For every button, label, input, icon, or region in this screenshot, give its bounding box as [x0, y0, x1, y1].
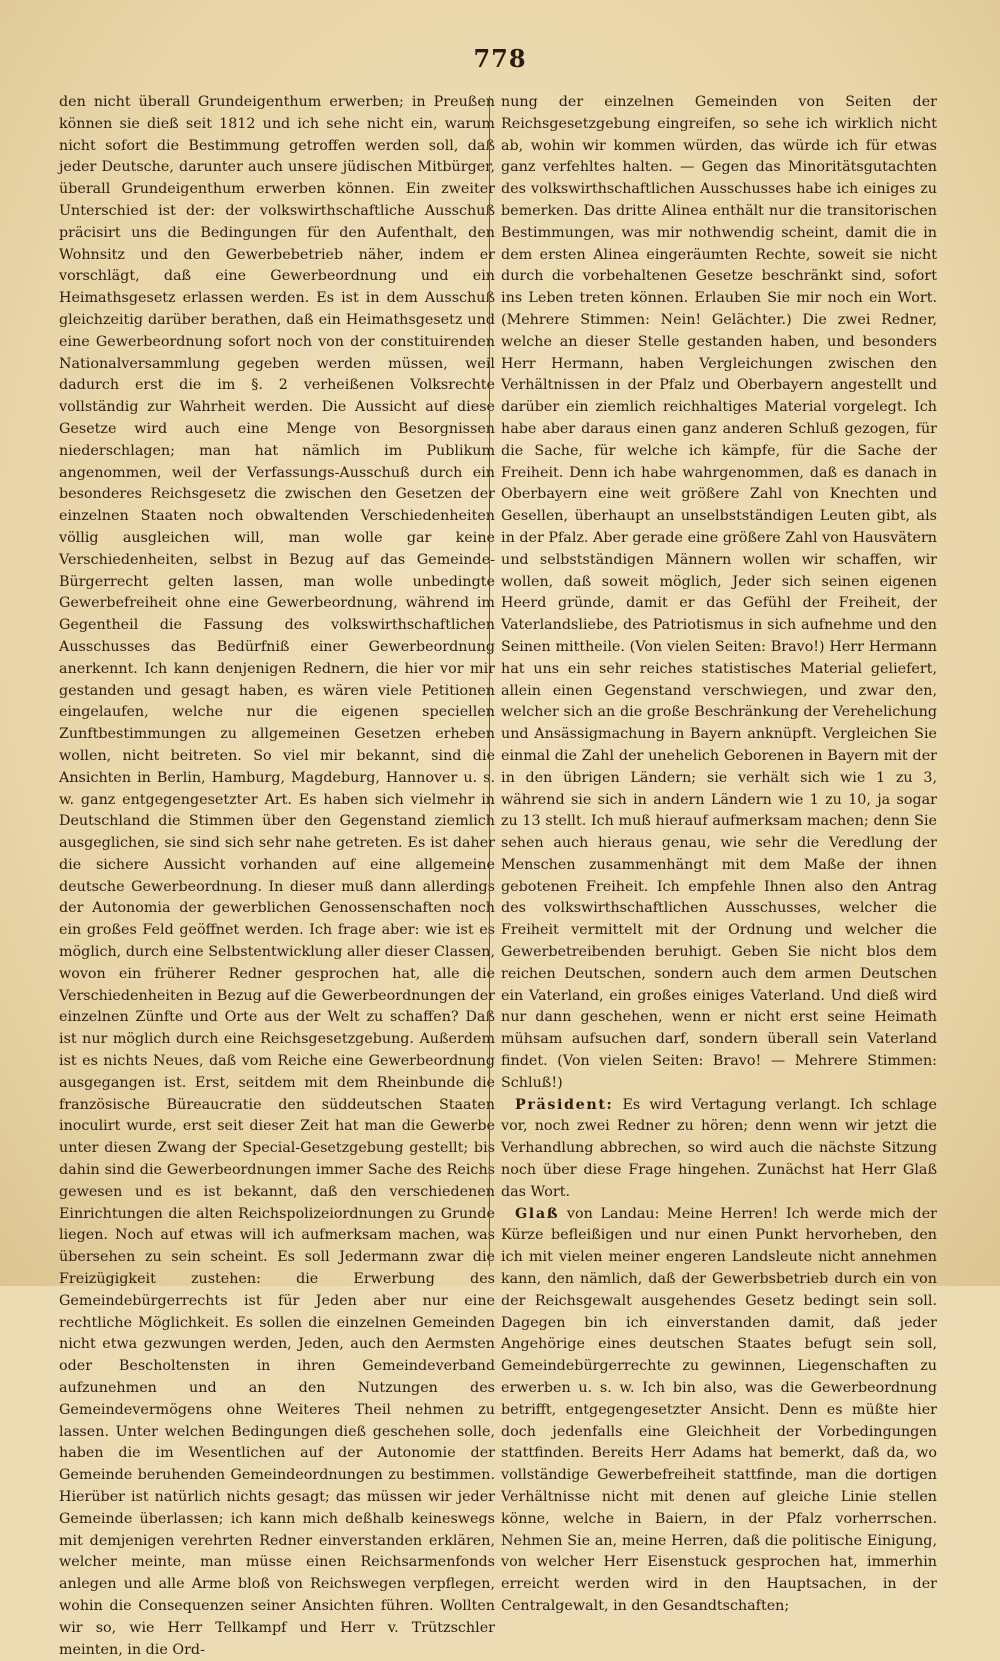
paragraph-text: Es wird Vertagung verlangt. Ich schlage vor, noch zwei Redner zu hören; denn wenn wir jetzt die Verhandlung abbrechen, so wird auch die nächste Sitzung noch über diese Frage hingehen. Zunächst hat Herr Glaß das Wort.	[501, 1096, 937, 1200]
page-number: 778	[473, 44, 527, 73]
right-paragraph-glass	[501, 1204, 937, 1618]
left-paragraph: den nicht überall Grundeigenthum erwerben; in Preußen können sie dieß seit 1812 und ich sehe nicht ein, warum nicht sofort die Bestimmung getroffen werden soll, daß jeder Deutsche, darunter auch unsere jüdischen Mitbürger, überall Grundeigenthum erwerben können. Ein zweiter Unterschied ist der: der volkswirthschaftliche Ausschuß präcisirt uns die Bedingungen für den Aufenthalt, den Wohnsitz und den Gewerbebetrieb näher, indem er vorschlägt, daß eine Gewerbeordnung und ein Heimathsgesetz erlassen werden. Es ist in dem Ausschuß gleichzeitig darüber berathen, daß ein Heimathsgesetz und eine Gewerbeordnung sofort noch von der constituirenden Nationalversammlung gegeben werden müssen, weil dadurch erst die im §. 2 verheißenen Volksrechte vollständig zur Wahrheit werden. Die Aussicht auf diese Gesetze wird auch eine Menge von Besorgnissen niederschlagen; man hat nämlich im Publikum angenommen, weil der Verfassungs-Ausschuß durch ein besonderes Reichsgesetz die zwischen den Gesetzen der einzelnen Staaten noch obwaltenden Verschiedenheiten völlig ausgleichen will, man wolle gar keine Verschiedenheiten, selbst in Bezug auf das Gemeinde-Bürgerrecht gelten lassen, man wolle unbedingte Gewerbefreiheit ohne eine Gewerbeordnung, während im Gegentheil die Fassung des volkswirthschaftlichen Ausschusses das Bedürfniß einer Gewerbeordnung anerkennt. Ich kann denjenigen Rednern, die hier vor mir gestanden und gesagt haben, es wären viele Petitionen eingelaufen, welche nur die eigenen speciellen Zunftbestimmungen zu allgemeinen Gesetzen erheben wollen, nicht beitreten. So viel mir bekannt, sind die Ansichten in Berlin, Hamburg, Magdeburg, Hannover u. s. w. ganz entgegengesetzter Art. Es haben sich vielmehr in Deutschland die Stimmen über den Gegenstand ziemlich ausgeglichen, sie sind sich sehr nahe getreten. Es ist daher die sichere Aussicht vorhanden auf eine allgemeine deutsche Gewerbeordnung. In dieser muß dann allerdings der Autonomia der gewerblichen Genossenschaften noch ein großes Feld geöffnet werden. Ich frage aber: wie ist es möglich, durch eine Selbstentwicklung aller dieser Classen, wovon ein früherer Redner gesprochen hat, alle die Verschiedenheiten in Bezug auf die Gewerbeordnungen der einzelnen Zünfte und Orte aus der Welt zu schaffen? Daß ist nur möglich durch eine Reichsgesetzgebung. Außerdem ist es nichts Neues, daß vom Reiche eine Gewerbeordnung ausgegangen ist. Erst, seitdem mit dem Rheinbunde die französische Büreaucratie den süddeutschen Staaten inoculirt wurde, erst seit dieser Zeit hat man die Gewerbe unter diesen Zwang der Special-Gesetzgebung gestellt; bis dahin sind die Gewerbeordnungen immer Sache des Reichs gewesen und es ist bekannt, daß den verschiedenen Einrichtungen die alten Reichspolizeiordnungen zu Grunde liegen. Noch auf etwas will ich aufmerksam machen, was übersehen zu sein scheint. Es soll Jedermann zwar die Freizügigkeit zustehen: die Erwerbung des Gemeindebürgerrechts ist für Jeden aber nur eine rechtliche Möglichkeit. Es sollen die einzelnen Gemeinden nicht etwa gezwungen werden, Jeden, auch den Aermsten oder Bescholtensten in ihren Gemeindeverband aufzunehmen und an den Nutzungen des Gemeindevermögens ohne Weiteres Theil nehmen zu lassen. Unter welchen Bedingungen dieß geschehen solle, haben die im Wesentlichen auf der Autonomie der Gemeinde beruhenden Gemeindeordnungen zu bestimmen. Hierüber ist natürlich nichts gesagt; das müssen wir jeder Gemeinde überlassen; ich kann mich deßhalb keineswegs mit demjenigen verehrten Redner einverstanden erklären, welcher meinte, man müsse einen Reichsarmenfonds anlegen und alle Arme bloß von Reichswegen verpflegen, wohin die Consequenzen seiner Ansichten führen. Wollten wir so, wie Herr Tellkampf und Herr v. Trützschler meinten, in die Ord-	[59, 94, 495, 1658]
left-column	[59, 92, 495, 1658]
right-paragraph-continuation	[501, 92, 937, 1095]
column-divider	[489, 96, 490, 1266]
speaker-name: Glaß	[515, 1205, 560, 1222]
speaker-name: Präsident:	[515, 1096, 614, 1113]
paragraph-text: nung der einzelnen Gemeinden von Seiten der Reichsgesetzgebung eingreifen, so sehe ich wirklich nicht ab, wohin wir kommen würden, das würde ich für etwas ganz verfehltes halten. — Gegen das Minoritätsgutachten des volkswirthschaftlichen Ausschusses habe ich einiges zu bemerken. Das dritte Alinea enthält nur die transitorischen Bestimmungen, was mir nothwendig scheint, damit die in dem ersten Alinea eingeräumten Rechte, soweit sie nicht durch die vorbehaltenen Gesetze beschränkt sind, sofort ins Leben treten können. Erlauben Sie mir noch ein Wort. (Mehrere Stimmen: Nein! Gelächter.) Die zwei Redner, welche an dieser Stelle gestanden haben, und besonders Herr Hermann, haben Vergleichungen zwischen den Verhältnissen in der Pfalz und Oberbayern angestellt und darüber ein ziemlich reichhaltiges Material vorgelegt. Ich habe aber daraus einen ganz anderen Schluß gezogen, für die Sache, für welche ich kämpfe, für die Sache der Freiheit. Denn ich habe wahrgenommen, daß es danach in Oberbayern eine weit größere Zahl von Knechten und Gesellen, überhaupt an unselbstständigen Leuten gibt, als in der Pfalz. Aber gerade eine größere Zahl von Hausvätern und selbstständigen Männern wollen wir schaffen, wir wollen, daß soweit möglich, Jeder sich seinen eigenen Heerd gründe, damit er das Gefühl der Freiheit, der Vaterlandsliebe, des Patriotismus in sich aufnehme und den Seinen mittheile. (Von vielen Seiten: Bravo!) Herr Hermann hat uns ein sehr reiches statistisches Material geliefert, allein einen Gegenstand verschwiegen, und zwar den, welcher sich an die große Beschränkung der Verehelichung und Ansässigmachung in Bayern anknüpft. Vergleichen Sie einmal die Zahl der unehelich Geborenen in Bayern mit der in den übrigen Ländern; sie verhält sich wie 1 zu 3, während sie sich in andern Ländern wie 1 zu 10, ja sogar zu 13 stellt. Ich muß hierauf aufmerksam machen; denn Sie sehen auch hieraus genau, wie sehr die Veredlung der Menschen zusammenhängt mit dem Maße der ihnen gebotenen Freiheit. Ich empfehle Ihnen also den Antrag des volkswirthschaftlichen Ausschusses, welcher die Freiheit vermittelt mit der Ordnung und welcher die Gewerbetreibenden beruhigt. Geben Sie nicht blos dem reichen Deutschen, sondern auch dem armen Deutschen ein Vaterland, ein großes einiges Vaterland. Und dieß wird nur dann geschehen, wenn er nicht erst seine Heimath mühsam aufsuchen darf, sondern überall sein Vaterland findet. (Von vielen Seiten: Bravo! — Mehrere Stimmen: Schluß!)	[501, 94, 937, 1091]
right-paragraph-president	[501, 1095, 937, 1204]
paragraph-text: von Landau: Meine Herren! Ich werde mich der Kürze befleißigen und nur einen Punkt hervorheben, den ich mit vielen meiner engeren Landsleute nicht annehmen kann, den nämlich, daß der Gewerbsbetrieb durch ein von der Reichsgewalt ausgehendes Gesetz bedingt sein soll. Dagegen bin ich einverstanden damit, daß jeder Angehörige eines deutschen Staates befugt sein soll, Gemeindebürgerrechte zu gewinnen, Liegenschaften zu erwerben u. s. w. Ich bin also, was die Gewerbeordnung betrifft, entgegengesetzter Ansicht. Denn es müßte hier doch jedenfalls eine Gleichheit der Vorbedingungen stattfinden. Bereits Herr Adams hat bemerkt, daß da, wo vollständige Gewerbefreiheit stattfinde, man die dortigen Verhältnisse nicht mit denen auf gleiche Linie stellen könne, welche in Baiern, in der Pfalz vorherrschen. Nehmen Sie an, meine Herren, daß die politische Einigung, von welcher Herr Eisenstuck gesprochen hat, immerhin erreicht werden wird in den Hauptsachen, in der Centralgewalt, in den Gesandtschaften;	[501, 1205, 937, 1614]
right-column	[501, 92, 937, 1614]
